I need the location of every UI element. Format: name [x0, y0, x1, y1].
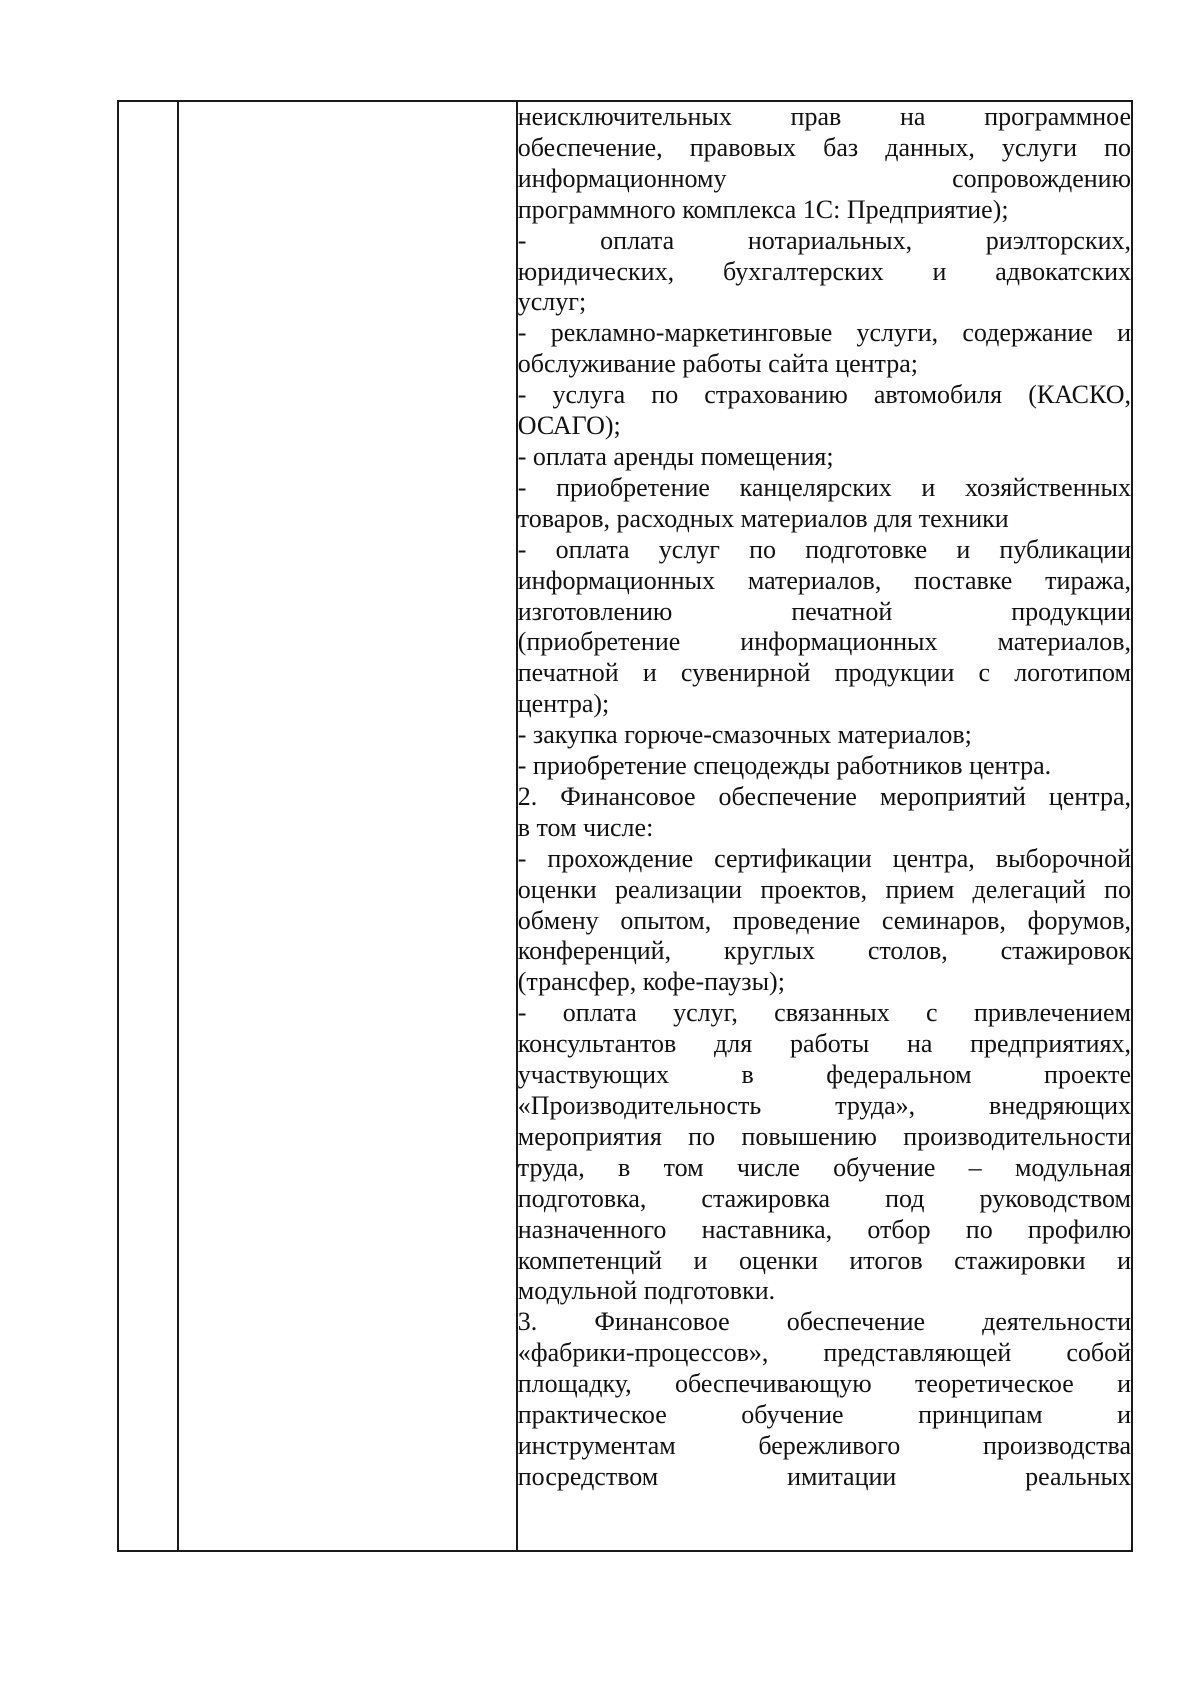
- description-line: мероприятия по повышению производительности: [517, 1121, 1131, 1151]
- description-line: - оплата аренды помещения;: [517, 441, 834, 471]
- description-line: ОСАГО);: [517, 411, 621, 441]
- description-line: (приобретение информационных материалов,: [517, 627, 1131, 657]
- description-line: назначенного наставника, отбор по профилю: [517, 1214, 1131, 1244]
- description-line: компетенций и оценки итогов стажировки и: [517, 1245, 1131, 1275]
- description-line: - закупка горюче-смазочных материалов;: [517, 720, 972, 750]
- description-line: (трансфер, кофе-паузы);: [517, 967, 785, 997]
- description-line: печатной и сувенирной продукции с логотипом: [517, 658, 1131, 688]
- description-line: «фабрики-процессов», представляющей собой: [517, 1338, 1131, 1368]
- row-number-cell: [118, 101, 178, 1551]
- description-line: площадку, обеспечивающую теоретическое и: [517, 1369, 1131, 1399]
- description-line: изготовлению печатной продукции: [517, 596, 1131, 626]
- description-line: 3. Финансовое обеспечение деятельности: [517, 1307, 1131, 1337]
- description-line: подготовка, стажировка под руководством: [517, 1183, 1131, 1213]
- description-line: труда, в том числе обучение – модульная: [517, 1152, 1131, 1182]
- description-line: - оплата услуг по подготовке и публикации: [517, 534, 1131, 564]
- description-line: модульной подготовки.: [517, 1276, 776, 1306]
- description-line: оценки реализации проектов, прием делегаций по: [517, 874, 1131, 904]
- description-text: [518, 102, 1131, 1493]
- description-line: товаров, расходных материалов для техники: [517, 503, 1009, 533]
- description-line: участвующих в федеральном проекте: [517, 1060, 1131, 1090]
- document-table: [117, 100, 1133, 1552]
- description-line: обеспечение, правовых баз данных, услуги по: [517, 132, 1131, 162]
- description-line: конференций, круглых столов, стажировок: [517, 936, 1131, 966]
- description-line: - приобретение спецодежды работников центра.: [517, 751, 1052, 781]
- description-line: инструментам бережливого производства: [517, 1430, 1131, 1460]
- description-line: обмену опытом, проведение семинаров, форумов,: [517, 905, 1131, 935]
- description-line: - оплата нотариальных, риэлторских,: [517, 225, 1131, 255]
- description-line: в том числе:: [517, 812, 654, 842]
- description-line: 2. Финансовое обеспечение мероприятий центра,: [517, 781, 1131, 811]
- description-line: консультантов для работы на предприятиях,: [517, 1029, 1131, 1059]
- description-line: юридических, бухгалтерских и адвокатских: [517, 256, 1131, 286]
- description-line: центра);: [517, 689, 610, 719]
- row-name-cell: [178, 101, 517, 1551]
- description-line: неисключительных прав на программное: [517, 102, 1131, 131]
- description-line: - рекламно-маркетинговые услуги, содержание и: [517, 318, 1131, 348]
- description-line: - прохождение сертификации центра, выборочной: [517, 843, 1131, 873]
- description-line: - оплата услуг, связанных с привлечением: [517, 998, 1131, 1028]
- table-row: [118, 101, 1132, 1551]
- description-line: практическое обучение принципам и: [517, 1400, 1131, 1430]
- description-line: - услуга по страхованию автомобиля (КАСКО,: [517, 380, 1131, 410]
- row-description-cell: [517, 101, 1132, 1551]
- description-line: посредством имитации реальных: [517, 1461, 1131, 1491]
- description-line: обслуживание работы сайта центра;: [517, 349, 918, 379]
- description-line: информационных материалов, поставке тиража,: [517, 565, 1131, 595]
- description-line: «Производительность труда», внедряющих: [517, 1091, 1131, 1120]
- description-line: программного комплекса 1С: Предприятие);: [517, 194, 1009, 224]
- description-line: услуг;: [517, 287, 587, 317]
- description-line: - приобретение канцелярских и хозяйственных: [517, 472, 1131, 502]
- description-line: информационному сопровождению: [517, 163, 1131, 193]
